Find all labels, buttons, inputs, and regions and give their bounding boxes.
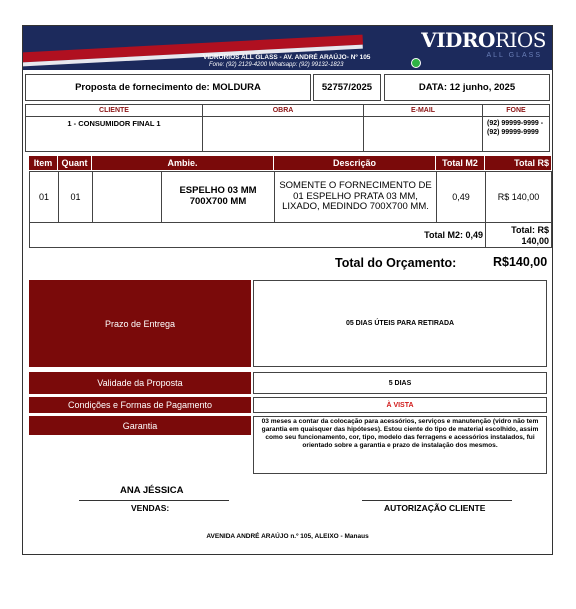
col-total-rs: Total R$ [485, 156, 552, 170]
client-signature-line [362, 500, 512, 501]
proposal-document [22, 25, 553, 555]
client-header: CLIENTE [25, 104, 203, 117]
pagamento-label: Condições e Formas de Pagamento [29, 397, 251, 413]
client-name: 1 - CONSUMIDOR FINAL 1 [25, 116, 203, 152]
grand-total-label: Total do Orçamento: [335, 256, 457, 270]
col-ambiente: Ambie. [92, 156, 274, 170]
row-item: 01 [29, 171, 59, 223]
proposal-title: Proposta de fornecimento de: MOLDURA [25, 74, 311, 101]
email-header: E-MAIL [363, 104, 483, 117]
phone-value: (92) 99999-9999 - (92) 99999-9999 [482, 116, 550, 152]
row-descricao: SOMENTE O FORNECIMENTO DE 01 ESPELHO PRATA 03 MM, LIXADO, MEDINDO 700X700 MM. [274, 171, 437, 223]
obra-header: OBRA [202, 104, 364, 117]
prazo-value: 05 DIAS ÚTEIS PARA RETIRADA [253, 280, 547, 367]
row-ambiente [92, 171, 162, 223]
seller-name: ANA JÉSSICA [120, 485, 184, 496]
phone-header: FONE [482, 104, 550, 117]
row-total-m2: 0,49 [436, 171, 486, 223]
garantia-label: Garantia [29, 416, 251, 435]
row-total-rs: R$ 140,00 [485, 171, 552, 223]
logo-bold-text: VIDRO [421, 28, 495, 52]
grand-total-value: R$140,00 [493, 255, 548, 269]
company-address: VIDRORIOS ALL GLASS - AV. ANDRÉ ARAÚJO- Nº 105 [203, 54, 371, 61]
row-produto: ESPELHO 03 MM 700X700 MM [161, 171, 275, 223]
header-banner [23, 26, 552, 70]
company-logo [421, 28, 546, 52]
obra-value [202, 116, 364, 152]
footer-total-rs: Total: R$ 140,00 [485, 222, 552, 248]
col-quant: Quant [58, 156, 92, 170]
proposal-number: 52757/2025 [313, 74, 381, 101]
logo-subtitle: ALL GLASS [486, 52, 542, 59]
seller-label: VENDAS: [131, 503, 170, 513]
footer-total-m2: Total M2: 0,49 [29, 222, 486, 248]
logo-light-text: RIOS [494, 28, 546, 52]
email-value [363, 116, 483, 152]
row-quant: 01 [58, 171, 93, 223]
prazo-label: Prazo de Entrega [29, 280, 251, 367]
col-descricao: Descrição [274, 156, 436, 170]
validade-label: Validade da Proposta [29, 372, 251, 394]
garantia-value: 03 meses a contar da colocação para acessórios, serviços e manutenção (vidro não tem garantia em quaisquer das hipóteses). Estou ciente do tipo de material escolhido, assim como seu funcionamento, cor, tipo, modelo das ferragens e acessórios instalados, fui orientado sobre a garantia e prazo de instalação dos mesmos. [253, 416, 547, 474]
proposal-date: DATA: 12 junho, 2025 [384, 74, 550, 101]
footer-address: AVENIDA ANDRÉ ARAÚJO n.º 105, ALEIXO - Manaus [206, 533, 369, 540]
whatsapp-icon [411, 58, 421, 68]
col-item: Item [29, 156, 58, 170]
validade-value: 5 DIAS [253, 372, 547, 394]
client-authorization-label: AUTORIZAÇÃO CLIENTE [384, 503, 486, 513]
pagamento-value: À VISTA [253, 397, 547, 413]
col-total-m2: Total M2 [436, 156, 485, 170]
company-contact: Fone: (92) 2129-4200 Whatsapp: (92) 99132-1823 [209, 62, 344, 68]
seller-signature-line [79, 500, 229, 501]
